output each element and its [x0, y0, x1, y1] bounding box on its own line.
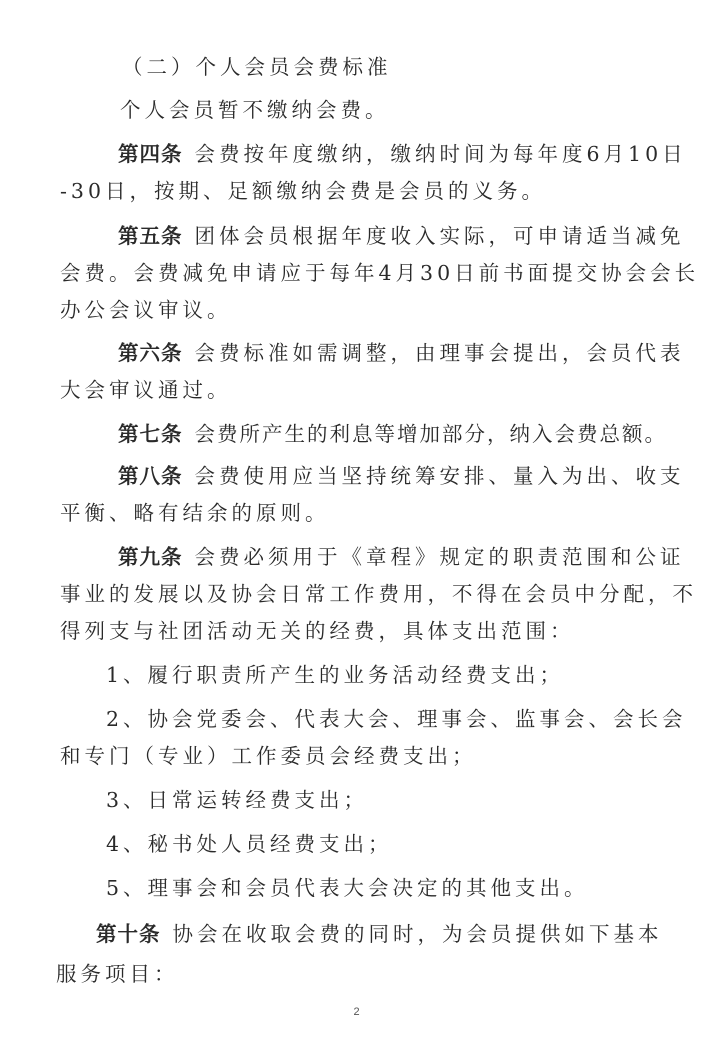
- list-item: 3、日常运转经费支出；: [106, 788, 369, 812]
- paragraph-line: 会费。会费减免申请应于每年4月30日前书面提交协会会长: [60, 261, 700, 285]
- page-number: 2: [353, 1006, 360, 1018]
- paragraph-line: [0, 960, 713, 988]
- paragraph-line: 和专门（专业）工作委员会经费支出；: [60, 744, 477, 768]
- paragraph-line: 大会审议通过。: [60, 378, 232, 402]
- section-heading: （二）个人会员会费标准: [122, 55, 392, 79]
- article-line: [0, 920, 713, 948]
- article-number: 第八条: [118, 464, 183, 488]
- paragraph-line: 事业的发展以及协会日常工作费用，不得在会员中分配，不: [60, 582, 697, 606]
- line-text: 服务项目：: [56, 962, 179, 986]
- list-item: 4、秘书处人员经费支出；: [106, 832, 393, 856]
- article-line: 第九条 会费必须用于《章程》规定的职责范围和公证: [118, 545, 685, 569]
- article-number: 第七条: [118, 422, 183, 446]
- article-number: 第九条: [118, 545, 183, 569]
- line-text: 协会在收取会费的同时，为会员提供如下基本: [172, 922, 663, 946]
- paragraph-line: 平衡、略有结余的原则。: [60, 501, 330, 525]
- list-item: 5、理事会和会员代表大会决定的其他支出。: [106, 876, 589, 900]
- article-line: 第八条 会费使用应当坚持统筹安排、量入为出、收支: [118, 464, 685, 488]
- article-number: 第十条: [96, 922, 161, 946]
- article-line: 第四条 会费按年度缴纳，缴纳时间为每年度6月10日: [118, 142, 687, 166]
- article-line: 第七条 会费所产生的利息等增加部分，纳入会费总额。: [118, 422, 667, 446]
- paragraph-line: 个人会员暂不缴纳会费。: [120, 98, 390, 122]
- article-line: 第五条 团体会员根据年度收入实际，可申请适当减免: [118, 224, 685, 248]
- article-line: 第六条 会费标准如需调整，由理事会提出，会员代表: [118, 341, 685, 365]
- list-item: 2、协会党委会、代表大会、理事会、监事会、会长会: [106, 707, 687, 731]
- list-item: 1、履行职责所产生的业务活动经费支出；: [106, 663, 565, 687]
- paragraph-line: 办公会议审议。: [60, 298, 232, 322]
- article-number: 第五条: [118, 224, 183, 248]
- paragraph-line: -30日，按期、足额缴纳会费是会员的义务。: [60, 179, 547, 203]
- article-number: 第六条: [118, 341, 183, 365]
- paragraph-line: 得列支与社团活动无关的经费，具体支出范围：: [60, 619, 575, 643]
- article-number: 第四条: [118, 142, 183, 166]
